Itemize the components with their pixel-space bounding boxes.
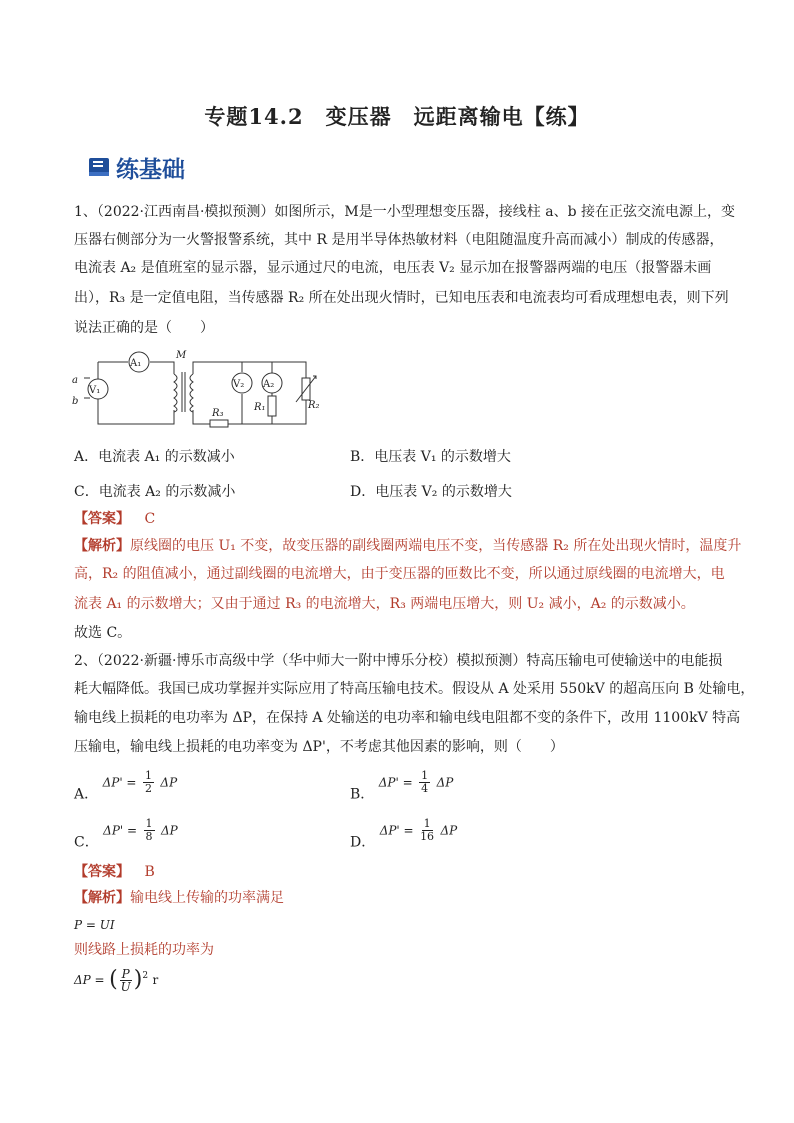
q1-line-3: 电流表 A₂ 是值班室的显示器，显示通过尺的电流，电压表 V₂ 显示加在报警器两端的电压（报警器未画 bbox=[74, 260, 712, 276]
q2-analysis-2: 则线路上损耗的功率为 bbox=[74, 942, 214, 958]
q2-option-a-den: 2 bbox=[144, 782, 152, 795]
q2-line-1: 2、（2022·新疆·博乐市高级中学（华中师大一附中博乐分校）模拟预测）特高压输电可使输送中的电能损 bbox=[74, 653, 723, 669]
label-A2: A₂ bbox=[263, 379, 275, 390]
q1-line-4: 出），R₃ 是一定值电阻，当传感器 R₂ 所在处出现火情时，已知电压表和电流表均可看成理想电表，则下列 bbox=[74, 290, 729, 306]
q1-analysis-text-1: 原线圈的电压 U₁ 不变，故变压器的副线圈两端电压不变，当传感器 R₂ 所在处出现火情时，温度升 bbox=[130, 538, 742, 554]
q2-analysis-1 bbox=[74, 888, 724, 908]
q2-line-3: 输电线上损耗的电功率为 ΔP，在保持 A 处输送的电功率和输电线电阻都不变的条件下，改用 1100kV 特高 bbox=[74, 710, 741, 726]
q2-option-b-label: B． bbox=[350, 786, 375, 803]
q2-option-a-rhs: ΔP bbox=[160, 775, 178, 790]
page-title: 专题14.2 变压器 远距离输电【练】 bbox=[204, 104, 590, 129]
q1-analysis-3: 流表 A₁ 的示数增大；又由于通过 R₃ 的电流增大，R₃ 两端电压增大，则 U₂ 减小，A₂ 的示数减小。 bbox=[74, 596, 695, 612]
q2-formula-2-tail: r bbox=[152, 973, 159, 987]
section-label: 练基础 bbox=[116, 156, 185, 183]
q2-option-c-lhs: ΔP' = bbox=[103, 823, 138, 838]
q2-analysis-text-1: 输电线上传输的功率满足 bbox=[130, 890, 284, 906]
q2-line-4: 压输电，输电线上损耗的电功率变为 ΔP'，不考虑其他因素的影响，则（ ） bbox=[74, 739, 564, 755]
q1-option-d[interactable]: D．电压表 V₂ 的示数增大 bbox=[350, 484, 512, 500]
right-paren: ) bbox=[133, 967, 143, 992]
section-header bbox=[88, 150, 185, 184]
label-V2: V₂ bbox=[233, 379, 245, 390]
q2-formula-1: P = UI bbox=[74, 918, 115, 932]
q2-option-c-fraction bbox=[144, 818, 155, 843]
q1-option-c[interactable]: C．电流表 A₂ 的示数减小 bbox=[74, 484, 236, 500]
q1-option-a[interactable]: A．电流表 A₁ 的示数减小 bbox=[74, 449, 235, 465]
q1-option-b[interactable]: B．电压表 V₁ 的示数增大 bbox=[350, 449, 511, 465]
label-b: b bbox=[72, 396, 79, 407]
left-paren: ( bbox=[109, 967, 118, 992]
q2-option-c[interactable] bbox=[74, 818, 178, 852]
label-A1: A₁ bbox=[130, 358, 142, 369]
label-R2: R₂ bbox=[308, 400, 320, 411]
q2-formula-2-exp: 2 bbox=[142, 971, 149, 981]
q1-analysis-1 bbox=[74, 536, 742, 556]
q1-answer-value: C bbox=[144, 511, 156, 527]
q1-conclusion: 故选 C。 bbox=[74, 625, 132, 641]
q2-option-c-rhs: ΔP bbox=[161, 823, 178, 838]
q1-answer bbox=[74, 509, 724, 529]
q2-option-b-fraction bbox=[419, 770, 430, 795]
book-icon bbox=[88, 156, 110, 178]
q2-formula-2-den: U bbox=[120, 979, 131, 994]
q2-formula-2-num: P bbox=[121, 966, 130, 981]
label-a: a bbox=[72, 375, 78, 386]
q1-line-1: 1、（2022·江西南昌·模拟预测）如图所示，M是一小型理想变压器，接线柱 a、b 接在正弦交流电源上，变 bbox=[74, 204, 735, 220]
q1-line-2: 压器右侧部分为一火警报警系统，其中 R 是用半导体热敏材料（电阻随温度升高而减小）制成的传感器， bbox=[74, 232, 724, 248]
q2-option-b-rhs: ΔP bbox=[436, 775, 454, 790]
q2-option-b-den: 4 bbox=[421, 782, 429, 795]
q2-formula-2-lhs: ΔP = bbox=[74, 973, 105, 987]
q2-analysis-tag: 【解析】 bbox=[74, 890, 130, 906]
q1-answer-tag: 【答案】 bbox=[74, 511, 130, 527]
q2-option-c-num: 1 bbox=[145, 817, 153, 830]
q1-analysis-2: 高，R₂ 的阻值减小，通过副线圈的电流增大，由于变压器的匝数比不变，所以通过原线圈的电流增大，电 bbox=[74, 566, 725, 582]
q2-answer-value: B bbox=[144, 864, 155, 880]
label-M: M bbox=[176, 350, 187, 361]
label-V1: V₁ bbox=[89, 385, 101, 396]
label-R3: R₃ bbox=[212, 408, 224, 419]
q2-option-d-den: 16 bbox=[420, 830, 435, 843]
q2-option-d-num: 1 bbox=[423, 817, 431, 830]
q2-option-d-fraction bbox=[420, 818, 434, 843]
q2-formula-2 bbox=[74, 966, 724, 993]
q2-option-d[interactable] bbox=[350, 818, 457, 852]
q2-option-a-label: A． bbox=[74, 786, 99, 803]
q2-option-a-lhs: ΔP' = bbox=[102, 775, 137, 790]
q2-answer-tag: 【答案】 bbox=[74, 864, 130, 880]
circuit-diagram bbox=[70, 344, 330, 434]
q2-option-d-label: D． bbox=[350, 834, 376, 851]
q2-option-a-fraction bbox=[143, 770, 154, 795]
q2-answer bbox=[74, 862, 724, 882]
q2-formula-2-fraction bbox=[120, 968, 132, 993]
label-R1: R₁ bbox=[254, 402, 266, 413]
q2-option-d-lhs: ΔP' = bbox=[379, 823, 414, 838]
q2-option-b-num: 1 bbox=[421, 769, 429, 782]
q2-option-b[interactable] bbox=[350, 770, 453, 804]
q2-line-2: 耗大幅降低。我国已成功掌握并实际应用了特高压输电技术。假设从 A 处采用 550kV 的超高压向 B 处输电， bbox=[74, 681, 755, 697]
q2-option-a-num: 1 bbox=[144, 769, 152, 782]
q2-option-c-den: 8 bbox=[145, 830, 153, 843]
q2-option-c-label: C． bbox=[74, 834, 99, 851]
q2-option-d-rhs: ΔP bbox=[440, 823, 458, 838]
q1-line-5: 说法正确的是（ ） bbox=[74, 320, 214, 336]
q1-analysis-tag: 【解析】 bbox=[74, 538, 130, 554]
q2-option-b-lhs: ΔP' = bbox=[378, 775, 413, 790]
q2-option-a[interactable] bbox=[74, 770, 177, 804]
